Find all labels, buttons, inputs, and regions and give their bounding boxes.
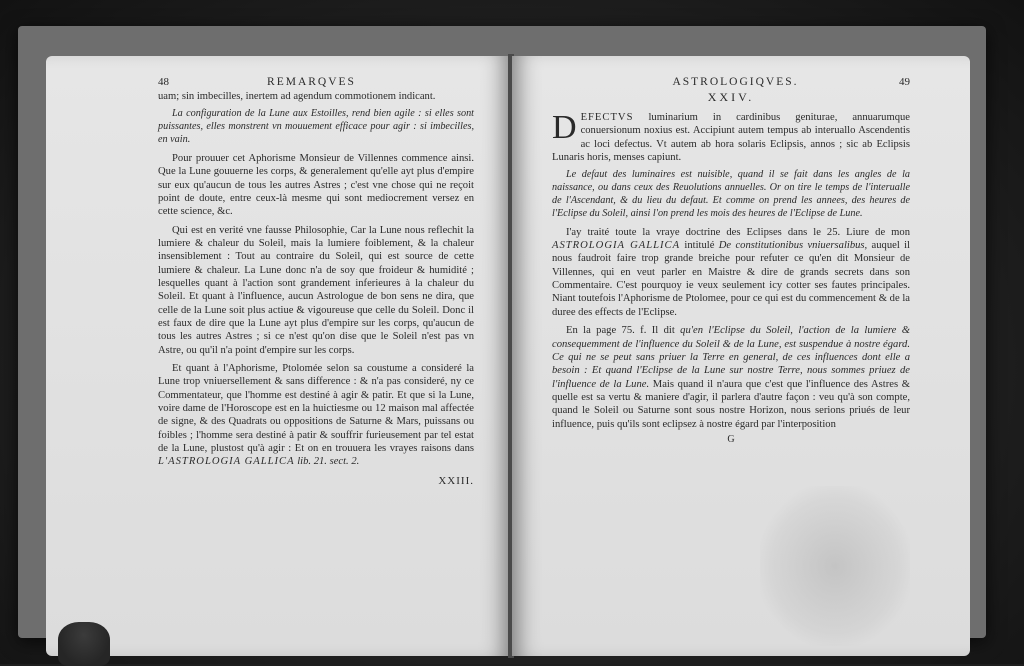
right-header [552, 76, 910, 88]
right-paragraph-1 [552, 111, 910, 164]
right-running-head: ASTROLOGIQVES. [672, 76, 799, 88]
right-paragraph-3-book-title: ASTROLOGIA GALLICA [552, 240, 681, 252]
left-paragraph-5-book-title: L'ASTROLOGIA GALLICA [158, 456, 295, 468]
left-catchword: XXIII. [438, 474, 474, 487]
left-running-head: REMARQVES [267, 76, 356, 88]
right-paragraph-4-text-a: En la page 75. f. Il dit [566, 325, 675, 337]
left-paragraph-5-reference: lib. 21. sect. 2. [297, 456, 360, 468]
left-page-number: 48 [158, 76, 169, 88]
drop-cap-letter: D [552, 109, 577, 146]
right-paragraph-3-text-b: auquel il nous faudroit faire trop grande breiche pour refuter ce qu'en dit Monsieur de Villennes, qui en veut parler en Maistre & dire de grands secrets dans son Commentaire. C'est pourquoy ie veux seulement icy cotter ses fautes principales. Niant toutefois l'Aphorisme de Ptolomee, pour ce qui est du commencement & de la duree des effects de l'Eclipse. [552, 240, 910, 318]
right-paragraph-2: Le defaut des luminaires est nuisible, quand il se fait dans les angles de la naissance, ou dans ceux des Reuolutions annuelles. Or on tire le temps de l'interualle de l'Ascendant, & du lieu du defaut. Et comme on prend les annees, des heures de l'Eclipse du Soleil, ainsi l'on prend les mois des heures de l'Eclipse de Lune. [552, 169, 910, 219]
right-paragraph-3 [552, 226, 910, 319]
left-page [46, 56, 510, 656]
right-paragraph-3-latin-title: De constitutionibus vniuersalibus, [718, 240, 868, 252]
right-paragraph-1-first-word: EFECTVS [580, 112, 634, 123]
holding-thumb [58, 622, 110, 666]
fingerprint-smudge [760, 486, 910, 646]
section-number: XXIV. [707, 90, 755, 104]
right-paragraph-4 [552, 324, 910, 431]
left-paragraph-3: Pour prouuer cet Aphorisme Monsieur de Villennes commence ainsi. Que la Lune gouuerne les corps, & generalement qu'elle ayt plus d'empire sur eux qu'aucun de tous les autres Astres ; c'est vne chose qui ne reçoit point de doute, entre ceux-là mesme qui sont mediocrement versez en cette science, &c. [158, 152, 474, 218]
right-page [512, 56, 970, 656]
right-paragraph-3-text-a: I'ay traité toute la vraye doctrine des Eclipses dans le 25. Liure de mon [566, 226, 910, 238]
left-paragraph-4: Qui est en verité vne fausse Philosophie, Car la Lune nous reflechit la lumiere & chaleur du Soleil, mais la lumiere foiblement, & la chaleur insensiblement : Tout au contraire du Soleil, qui est source de cette lumiere & chaleur. La Lune donc n'a de soy que froideur & humidité ; lesquelles quant à l'action sont grandement inferieures à la chaleur du Soleil. Et quant à l'influence, aucun Astrologue de bon sens ne dira, que celle de la Lune soit plus actiue & vigoureuse que celle du Soleil. Donc il est faux de dire que la Lune ayt plus d'empire sur les corps, qu'aucun de tous les autres Astres ; si ce n'est qu'on dise que le Soleil n'est pas vn Astre, ou qu'il n'a point d'empire sur les corps. [158, 224, 474, 356]
left-paragraph-5 [158, 362, 474, 469]
right-page-number: 49 [898, 76, 910, 88]
left-paragraph-2: La configuration de la Lune aux Estoilles, rend bien agile : si elles sont puissantes, elles monstrent vn mouuement efficace pour agir : si imbecilles, en vain. [158, 108, 474, 146]
open-book [18, 26, 986, 638]
right-paragraph-4-text-b: Mais quand il n'aura que c'est que l'influence des Astres & quelle est sa vertu & maniere d'agir, il parlera d'autre façon : veu qu'à son compte, quand le Soleil ou Saturne sont sous nostre Horizon, nous serions priués de leur influence, puis qu'ils sont eclipsez à nostre égard par l'interposition [552, 378, 910, 430]
left-paragraph-5-text: Et quant à l'Aphorisme, Ptolomée selon sa coustume a consideré la Lune trop vniuersellement & sans difference : & n'a pas consideré, ny ce Commentateur, que l'homme est destiné à agir & patir. Et que si la Lune, voire dame de l'Horoscope est en la huictiesme ou 12 maison mal affectée de signe, & des Quadrats ou oppositions de Saturne & Mars, puissans ou foibles ; l'homme sera destiné à patir & souffrir furieusement par tel estat de la Lune, plustost qu'à agir : Et on en trouuera les vrayes raisons dans [158, 363, 474, 455]
right-paragraph-3-mid: intitulé [684, 240, 715, 252]
left-paragraph-1: uam; sin imbecilles, inertem ad agendum commotionem indicant. [158, 91, 436, 102]
right-paragraph-1-text: luminarium in cardinibus geniturae, annuarumque conuersionum noxius est. Accipiunt autem tempus ab interuallo Ascendentis ac loci defectus. Vt autem ab hora solaris Eclipsis, annos ; sic ab Eclipsis Lunaris horis, menses capiunt. [552, 112, 910, 164]
right-paragraph-4-quote: qu'en l'Eclipse du Soleil, l'action de la lumiere & consequemment de l'influence du Soleil & de la Lune, est suspendue à nostre égard. Ce qui ne se peut sans priuer la Terre en general, de ces influences dont elle a besoin : Et quand l'Eclipse de la Lune sur nostre Terre, nous sommes priuez de l'influence de la Lune. [552, 325, 910, 390]
left-header [158, 76, 474, 88]
signature-mark: G [727, 433, 735, 445]
